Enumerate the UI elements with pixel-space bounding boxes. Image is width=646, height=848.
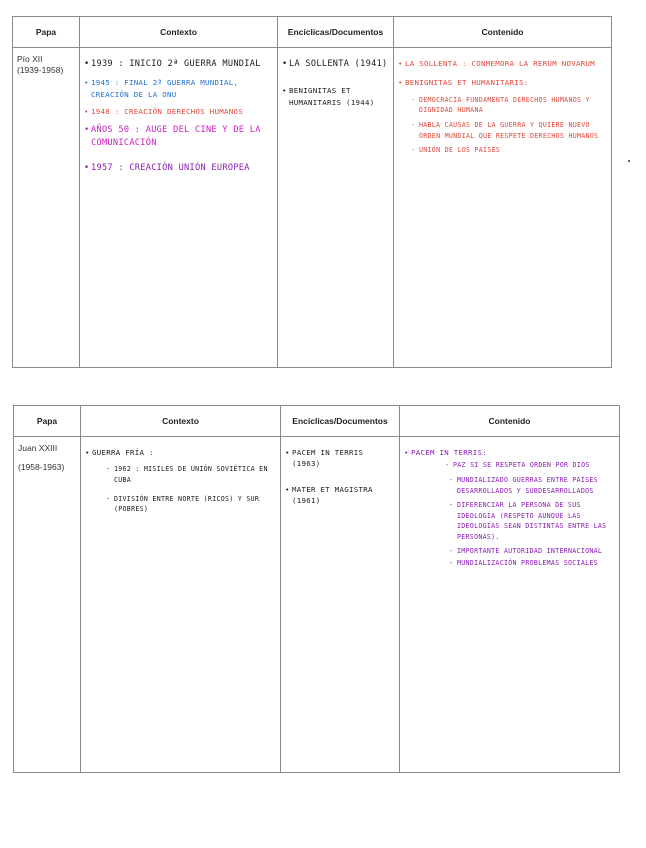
header-contexto: Contexto: [80, 17, 278, 48]
contenido-cell: [394, 48, 612, 368]
contenido-item: • PACEM IN TERRIS:: [404, 448, 487, 457]
contenido-item: • LA SOLLENTA : CONMEMORA LA RERUM NOVARUM: [398, 59, 595, 68]
table-juan-xxiii: [13, 405, 620, 773]
contexto-item: • 1957 : CREACIÓN UNIÓN EUROPEA: [84, 163, 250, 174]
header-papa: Papa: [14, 406, 81, 437]
contenido-item: • BENIGNITAS ET HUMANITARIS:: [398, 78, 529, 88]
documento-item: • MATER ET MAGISTRA (1961): [285, 484, 373, 506]
stray-mark: [628, 160, 630, 162]
contenido-subitem: - PAZ SI SE RESPETA ORDEN POR DIOS: [445, 461, 590, 470]
contexto-cell: [80, 48, 278, 368]
contenido-subitem: - DEMOCRACIA FUNDAMENTA DERECHOS HUMANOS Y DIGNIDAD HUMANA: [411, 95, 590, 115]
table-pio-xii: [12, 16, 612, 368]
papa-name: Pío XII: [17, 54, 43, 64]
contenido-subitem: - UNIÓN DE LOS PAÍSES: [411, 146, 501, 155]
contenido-subitem: - DIFERENCIAR LA PERSONA DE SUS IDEOLOGÍA (RESPETO AUNQUE LAS IDEOLOGÍAS SEAN DISTINTAS ENTRE LAS PERSONAS).: [449, 501, 607, 541]
papa-years: (1958-1963): [18, 462, 65, 473]
header-row: [13, 17, 612, 48]
papa-name: Juan XXIII: [18, 443, 58, 453]
contenido-subitem: - IMPORTANTE AUTORIDAD INTERNACIONAL: [449, 547, 603, 556]
contexto-subitem: - 1962 : MISILES DE UNIÓN SOVIÉTICA EN CUBA: [106, 465, 268, 485]
contexto-cell: [81, 437, 281, 773]
header-enciclicas: Encíclicas/Documentos: [278, 17, 394, 48]
contenido-subitem: - MUNDIALIZADO GUERRAS ENTRE PAÍSES DESARROLLADOS Y SUBDESARROLLADOS: [449, 476, 598, 495]
documento-item: • BENIGNITAS ET HUMANITARIS (1944): [282, 86, 375, 107]
header-enciclicas: Encíclicas/Documentos: [281, 406, 400, 437]
documento-item: • LA SOLLENTA (1941): [282, 59, 388, 69]
table-row: [14, 437, 620, 773]
papa-cell: [13, 48, 80, 368]
header-contenido: Contenido: [394, 17, 612, 48]
table-row: [13, 48, 612, 368]
contenido-subitem: - HABLA CAUSAS DE LA GUERRA Y QUIERE NUEVO ORDEN MUNDIAL QUE RESPETE DERECHOS HUMANOS: [411, 121, 599, 140]
header-row: [14, 406, 620, 437]
documentos-cell: [278, 48, 394, 368]
contenido-subitem: - MUNDIALIZACIÓN PROBLEMAS SOCIALES: [449, 558, 598, 567]
contexto-item: • 1945 : FINAL 2ª GUERRA MUNDIAL, CREACIÓN DE LA ONU: [84, 78, 239, 99]
papa-years: (1939-1958): [17, 65, 64, 76]
header-contenido: Contenido: [400, 406, 620, 437]
header-contexto: Contexto: [81, 406, 281, 437]
header-papa: Papa: [13, 17, 80, 48]
contexto-item: • GUERRA FRÍA :: [85, 448, 154, 457]
contexto-item: • 1948 : CREACIÓN DERECHOS HUMANOS: [84, 107, 243, 117]
documentos-cell: [281, 437, 400, 773]
contexto-item: • 1939 : INICIO 2ª GUERRA MUNDIAL: [84, 59, 261, 69]
contexto-subitem: - DIVISIÓN ENTRE NORTE (RICOS) Y SUR (POBRES): [106, 494, 260, 514]
papa-cell: [14, 437, 81, 773]
documento-item: • PACEM IN TERRIS (1963): [285, 448, 364, 469]
contenido-cell: [400, 437, 620, 773]
contexto-item: • AÑOS 50 : AUGE DEL CINE Y DE LA COMUNICACIÓN: [84, 124, 261, 149]
